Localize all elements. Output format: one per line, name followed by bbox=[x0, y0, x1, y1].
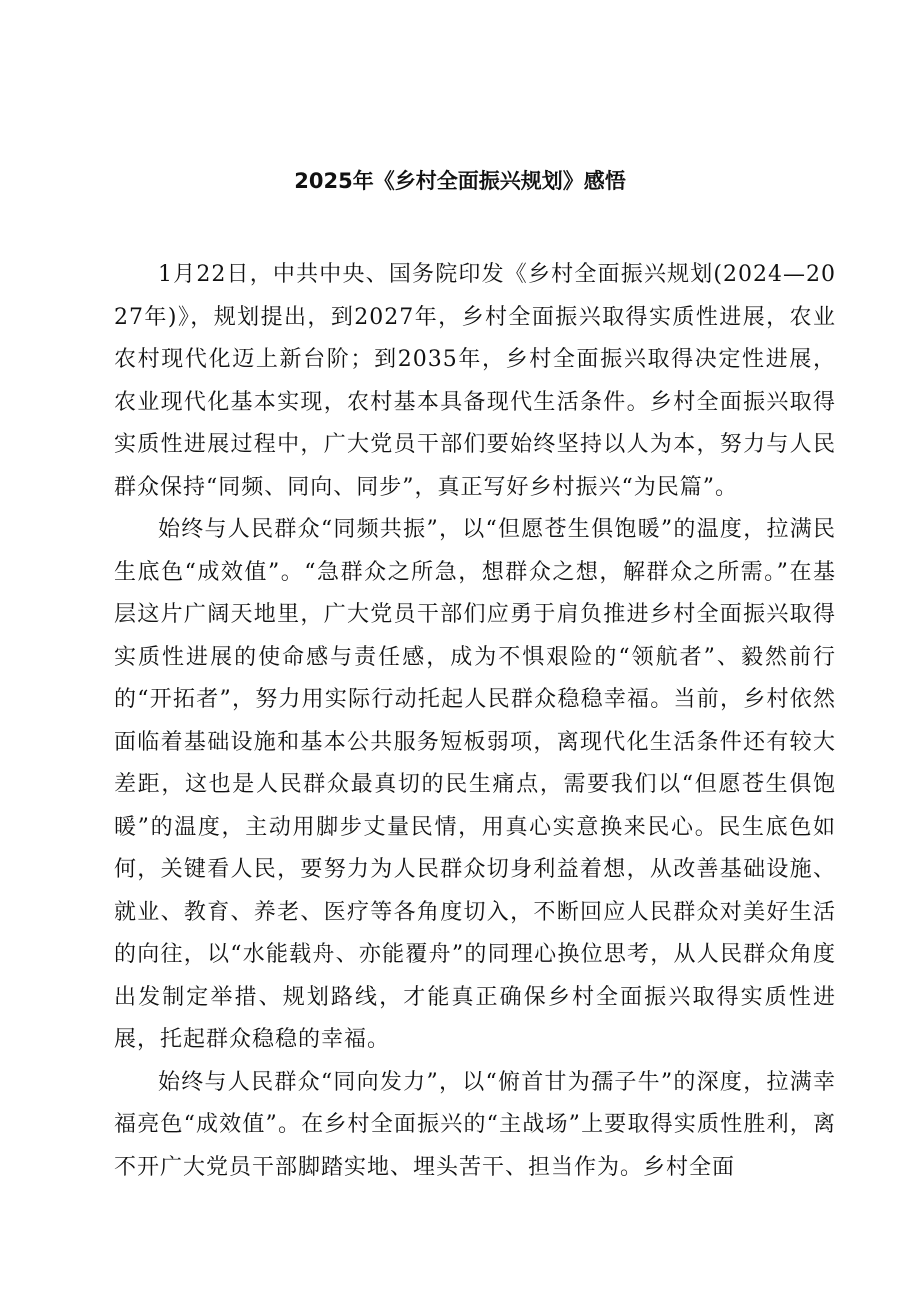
paragraph-2: 始终与人民群众“同频共振”，以“但愿苍生俱饱暖”的温度，拉满民生底色“成效值”。“急群众之所急，想群众之想，解群众之所需。”在基层这片广阔天地里，广大党员干部们应勇于肩负推进乡村全面振兴取得实质性进展的使命感与责任感，成为不惧艰险的“领航者”、毅然前行的“开拓者”，努力用实际行动托起人民群众稳稳幸福。当前，乡村依然面临着基础设施和基本公共服务短板弱项，离现代化生活条件还有较大差距，这也是人民群众最真切的民生痛点，需要我们以“但愿苍生俱饱暖”的温度，主动用脚步丈量民情，用真心实意换来民心。民生底色如何，关键看人民，要努力为人民群众切身利益着想，从改善基础设施、就业、教育、养老、医疗等各角度切入，不断回应人民群众对美好生活的向往，以“水能载舟、亦能覆舟”的同理心换位思考，从人民群众角度出发制定举措、规划路线，才能真正确保乡村全面振兴取得实质性进展，托起群众稳稳的幸福。 bbox=[114, 517, 836, 1052]
paragraph-3: 始终与人民群众“同向发力”，以“俯首甘为孺子牛”的深度，拉满幸福亮色“成效值”。在乡村全面振兴的“主战场”上要取得实质性胜利，离不开广大党员干部脚踏实地、埋头苦干、担当作为。乡村全面 bbox=[114, 1069, 836, 1180]
document-body bbox=[114, 254, 836, 1189]
document-title: 2025年《乡村全面振兴规划》感悟 bbox=[294, 169, 626, 193]
paragraph-1: 1月22日，中共中央、国务院印发《乡村全面振兴规划(2024—2027年)》，规划提出，到2027年，乡村全面振兴取得实质性进展，农业农村现代化迈上新台阶；到2035年，乡村全面振兴取得决定性进展，农业现代化基本实现，农村基本具备现代生活条件。乡村全面振兴取得实质性进展过程中，广大党员干部们要始终坚持以人为本，努力与人民群众保持“同频、同向、同步”，真正写好乡村振兴“为民篇”。 bbox=[114, 262, 836, 500]
